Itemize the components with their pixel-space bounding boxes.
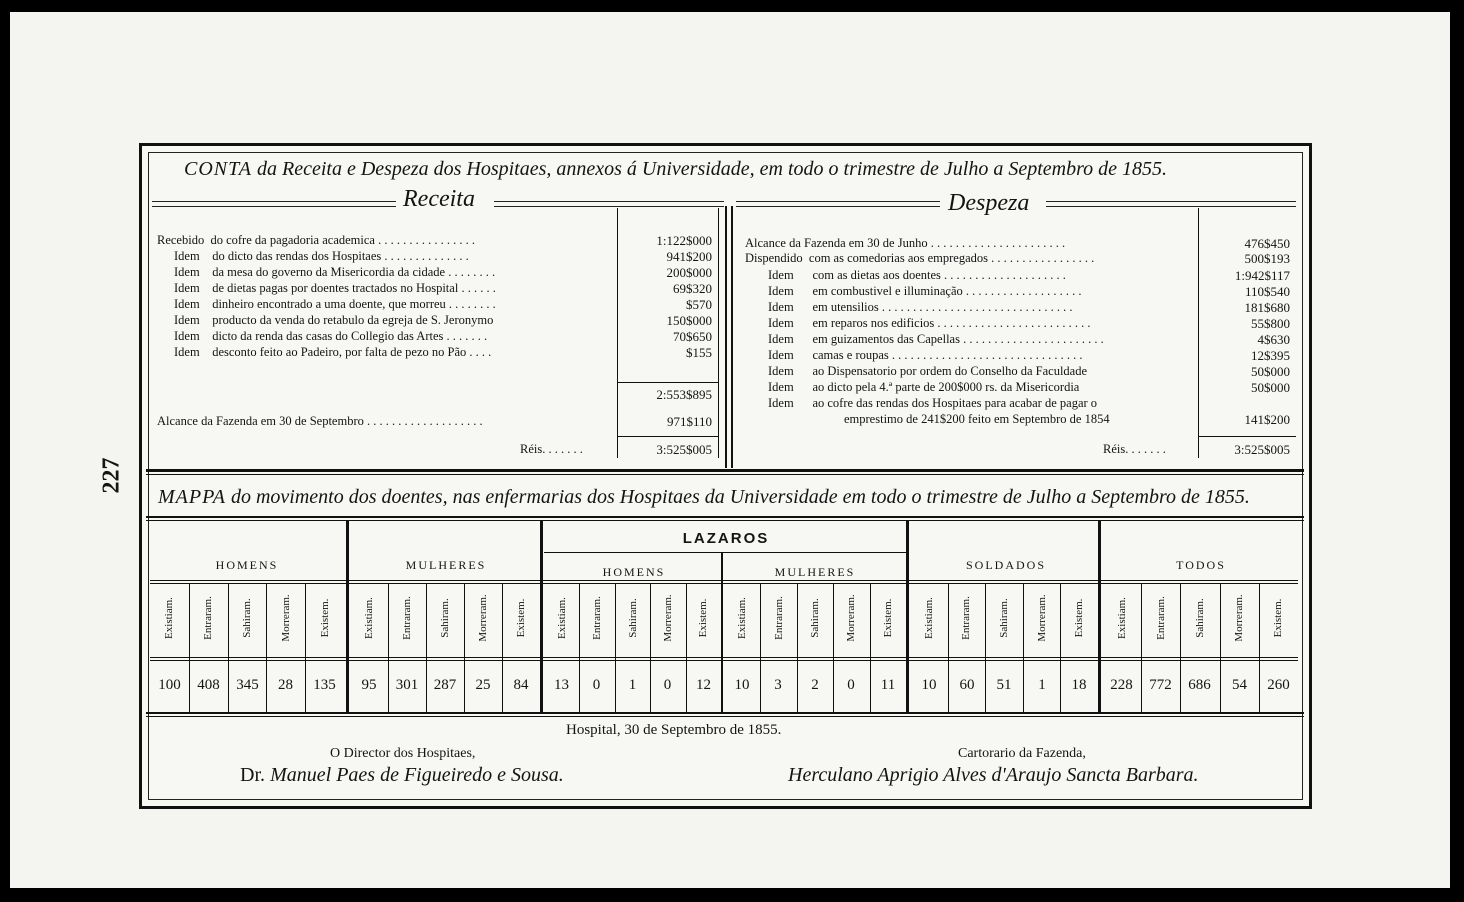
- table-cell: 100: [158, 677, 181, 693]
- despeza-total-rule: [1198, 436, 1296, 437]
- despeza-amount-rule: [1198, 208, 1199, 458]
- column-header: Existem.: [882, 598, 894, 638]
- column-header: Morreram.: [1036, 594, 1048, 642]
- table-cell: 13: [554, 677, 569, 693]
- receita-reis-label: Réis. . . . . . .: [520, 442, 583, 456]
- receita-amount: 1:122$000: [656, 233, 712, 248]
- table-cell: 0: [663, 677, 672, 693]
- column-header: Entraram.: [1155, 596, 1167, 640]
- despeza-amount: 55$800: [1251, 316, 1290, 331]
- receita-amount: $155: [686, 345, 712, 360]
- receita-total-rule: [617, 436, 718, 437]
- column-header: Existem.: [319, 598, 331, 638]
- column-header: Existiam.: [1116, 597, 1128, 639]
- table-cell: 18: [1071, 677, 1087, 693]
- table-cell: 1: [1038, 677, 1046, 693]
- table-cell: 301: [395, 677, 419, 693]
- left-signature: [240, 764, 564, 787]
- column-header: Sahiram.: [439, 598, 451, 638]
- column-header: Entraram.: [401, 596, 413, 640]
- table-cell: 28: [278, 677, 293, 693]
- conta-title-text: da Receita e Despeza dos Hospitaes, annexos á Universidade, em todo o trimestre de Julho a Septembro de 1855.: [256, 158, 1167, 180]
- despeza-amount: 110$540: [1244, 284, 1290, 299]
- group-lazaros-homens: HOMENS: [602, 565, 666, 579]
- table-cell: 25: [475, 677, 491, 693]
- conta-divider-b: [731, 206, 733, 468]
- despeza-rule-right: [1046, 201, 1296, 207]
- despeza-reis-label: Réis. . . . . . .: [1103, 442, 1166, 456]
- receita-subtotal: 2:553$895: [656, 387, 712, 402]
- list-item: Idem de dietas pagas por doentes tractados no Hospital . . . . . .: [174, 281, 496, 295]
- group-rule-b: [150, 583, 1298, 584]
- receita-amount: 941$200: [666, 249, 712, 264]
- column-header: Sahiram.: [1194, 598, 1206, 638]
- table-cell: 772: [1149, 677, 1172, 693]
- receita-rule-right: [494, 201, 724, 207]
- table-cell: 12: [696, 677, 711, 693]
- mappa-bottom-rule: [146, 712, 1304, 714]
- left-title: Dr.: [240, 764, 265, 786]
- column-header: Morreram.: [477, 594, 489, 642]
- despeza-amount: 1:942$117: [1234, 268, 1290, 283]
- table-cell: 11: [880, 677, 896, 693]
- header-bottom-rule: [150, 657, 1298, 658]
- list-item: Idem ao dicto pela 4.ª parte de 200$000 rs. da Misericordia: [768, 380, 1080, 394]
- column-header: Existiam.: [923, 597, 935, 639]
- despeza-rule-left: [736, 201, 940, 207]
- receita-subtotal-rule: [617, 382, 718, 383]
- list-item: Idem desconto feito ao Padeiro, por falta de pezo no Pão . . . .: [174, 345, 492, 359]
- receita-amount-rule-right: [718, 208, 719, 458]
- table-cell: 51: [996, 677, 1012, 693]
- receita-rule-left: [152, 201, 396, 207]
- column-header: Sahiram.: [627, 598, 639, 638]
- list-item: Idem em utensilios . . . . . . . . . . . . . . . . . . . . . . . . . . . . . . .: [768, 300, 1073, 314]
- group-divider: [721, 553, 723, 714]
- receita-alcance-label: Alcance da Fazenda em 30 de Septembro . . . . . . . . . . . . . . . . . . .: [157, 414, 483, 428]
- column-header: Existem.: [1073, 598, 1085, 638]
- group-divider: [906, 520, 909, 714]
- lazaros-heading: LAZAROS: [682, 530, 770, 547]
- table-cell: 686: [1188, 677, 1211, 693]
- group-divider: [1098, 520, 1101, 714]
- group-homens: HOMENS: [215, 558, 279, 572]
- despeza-amount: 476$450: [1244, 236, 1290, 251]
- receita-alcance-amount: 971$110: [666, 414, 712, 429]
- place-date: Hospital, 30 de Septembro de 1855.: [566, 722, 782, 738]
- header-bottom-rule-b: [150, 660, 1298, 661]
- table-cell: 287: [433, 677, 457, 693]
- lazaros-rule: [544, 552, 908, 553]
- list-item: Idem ao Dispensatorio por ordem do Conselho da Faculdade: [768, 364, 1088, 378]
- table-cell: 260: [1267, 677, 1290, 693]
- group-soldados: SOLDADOS: [965, 558, 1046, 572]
- despeza-amount: 181$680: [1244, 300, 1290, 315]
- column-header: Existiam.: [556, 597, 568, 639]
- despeza-amount: 4$630: [1257, 332, 1290, 347]
- table-cell: 95: [361, 677, 377, 693]
- group-divider: [346, 520, 349, 714]
- list-item: Idem em reparos nos edificios . . . . . . . . . . . . . . . . . . . . . . . . .: [768, 316, 1091, 330]
- section-separator: [146, 469, 1304, 472]
- page-number: 227: [98, 457, 125, 494]
- receita-total: 3:525$005: [656, 442, 712, 457]
- column-header: Entraram.: [960, 596, 972, 640]
- list-item: Idem da mesa do governo da Misericordia da cidade . . . . . . . .: [174, 265, 496, 279]
- list-item: Idem em combustivel e illuminação . . . . . . . . . . . . . . . . . . .: [768, 284, 1082, 298]
- mappa-title-text: do movimento dos doentes, nas enfermarias dos Hospitaes da Universidade em todo o trimestre de Julho a Septembro de 1855.: [230, 486, 1250, 508]
- group-todos: TODOS: [1176, 558, 1226, 572]
- list-item: emprestimo de 241$200 feito em Septembro de 1854: [844, 412, 1110, 426]
- list-item: Dispendido com as comedorias aos empregados . . . . . . . . . . . . . . . . .: [745, 251, 1095, 265]
- despeza-heading: Despeza: [948, 190, 1030, 216]
- mappa-top-rule-thin: [146, 520, 1304, 521]
- column-header: Entraram.: [202, 596, 214, 640]
- column-header: Sahiram.: [241, 598, 253, 638]
- column-header: Sahiram.: [998, 598, 1010, 638]
- list-item: Idem do dicto das rendas dos Hospitaes . . . . . . . . . . . . . .: [174, 249, 469, 263]
- left-role: O Director dos Hospitaes,: [330, 746, 476, 761]
- mappa-bottom-rule-thin: [146, 716, 1304, 717]
- despeza-amount: 50$000: [1251, 380, 1290, 395]
- list-item: Idem ao cofre das rendas dos Hospitaes para acabar de pagar o: [768, 396, 1098, 410]
- receita-amount-rule-left: [617, 208, 618, 458]
- column-header: Existiam.: [163, 597, 175, 639]
- conta-title: [184, 158, 1167, 181]
- group-lazaros-mulheres: MULHERES: [774, 565, 856, 579]
- column-header: Existiam.: [363, 597, 375, 639]
- list-item: Idem com as dietas aos doentes . . . . . . . . . . . . . . . . . . . .: [768, 268, 1066, 282]
- table-cell: 60: [959, 677, 975, 693]
- mappa-top-rule: [146, 516, 1304, 518]
- section-separator-thin: [146, 474, 1304, 475]
- table-cell: 2: [811, 677, 819, 693]
- despeza-total: 3:525$005: [1234, 442, 1290, 457]
- column-header: Morreram.: [662, 594, 674, 642]
- table-cell: 1: [628, 677, 637, 693]
- column-header: Sahiram.: [809, 598, 821, 638]
- table-cell: 345: [236, 677, 259, 693]
- mappa-prefix: MAPPA: [158, 486, 226, 508]
- column-header: Existem.: [697, 598, 709, 638]
- column-header: Morreram.: [845, 594, 857, 642]
- list-item: Idem camas e roupas . . . . . . . . . . . . . . . . . . . . . . . . . . . . . . .: [768, 348, 1083, 362]
- group-divider: [540, 520, 543, 714]
- list-item: Alcance da Fazenda em 30 de Junho . . . . . . . . . . . . . . . . . . . . . .: [745, 236, 1066, 250]
- group-rule: [150, 580, 1298, 581]
- table-cell: 0: [847, 677, 855, 693]
- list-item: Recebido do cofre da pagadoria academica . . . . . . . . . . . . . . . .: [157, 233, 475, 247]
- table-cell: 228: [1110, 677, 1133, 693]
- column-header: Existem.: [515, 598, 527, 638]
- column-header: Existiam.: [736, 597, 748, 639]
- right-role: Cartorario da Fazenda,: [958, 746, 1086, 761]
- right-name: Herculano Aprigio Alves d'Araujo Sancta Barbara.: [788, 764, 1199, 786]
- table-cell: 10: [921, 677, 937, 693]
- column-header: Morreram.: [280, 594, 292, 642]
- list-item: Idem dicto da renda das casas do Collegio das Artes . . . . . . .: [174, 329, 488, 343]
- column-header: Entraram.: [591, 596, 603, 640]
- receita-amount: 150$000: [666, 313, 712, 328]
- receita-amount: 70$650: [673, 329, 712, 344]
- despeza-amount: 500$193: [1244, 251, 1290, 266]
- table-cell: 135: [313, 677, 336, 693]
- table-cell: 54: [1232, 677, 1247, 693]
- list-item: Idem dinheiro encontrado a uma doente, que morreu . . . . . . . .: [174, 297, 496, 311]
- table-cell: 408: [197, 677, 220, 693]
- table-cell: 0: [592, 677, 601, 693]
- receita-amount: 200$000: [666, 265, 712, 280]
- column-header: Existem.: [1272, 598, 1284, 638]
- column-header: Morreram.: [1233, 594, 1245, 642]
- list-item: Idem producto da venda do retabulo da egreja de S. Jeronymo: [174, 313, 494, 327]
- despeza-amount: 12$395: [1251, 348, 1290, 363]
- receita-heading: Receita: [403, 186, 475, 212]
- despeza-amount: 50$000: [1251, 364, 1290, 379]
- conta-divider-a: [725, 206, 727, 468]
- despeza-amount: 141$200: [1244, 412, 1290, 427]
- left-name: Manuel Paes de Figueiredo e Sousa.: [270, 764, 564, 786]
- column-header: Entraram.: [773, 596, 785, 640]
- receita-amount: 69$320: [673, 281, 712, 296]
- conta-prefix: CONTA: [184, 158, 252, 180]
- receita-amount: $570: [686, 297, 712, 312]
- table-cell: 84: [513, 677, 529, 693]
- table-cell: 10: [734, 677, 750, 693]
- group-mulheres: MULHERES: [405, 558, 487, 572]
- list-item: Idem em guizamentos das Capellas . . . . . . . . . . . . . . . . . . . . . . .: [768, 332, 1104, 346]
- mappa-title: [158, 486, 1250, 509]
- table-cell: 3: [774, 677, 782, 693]
